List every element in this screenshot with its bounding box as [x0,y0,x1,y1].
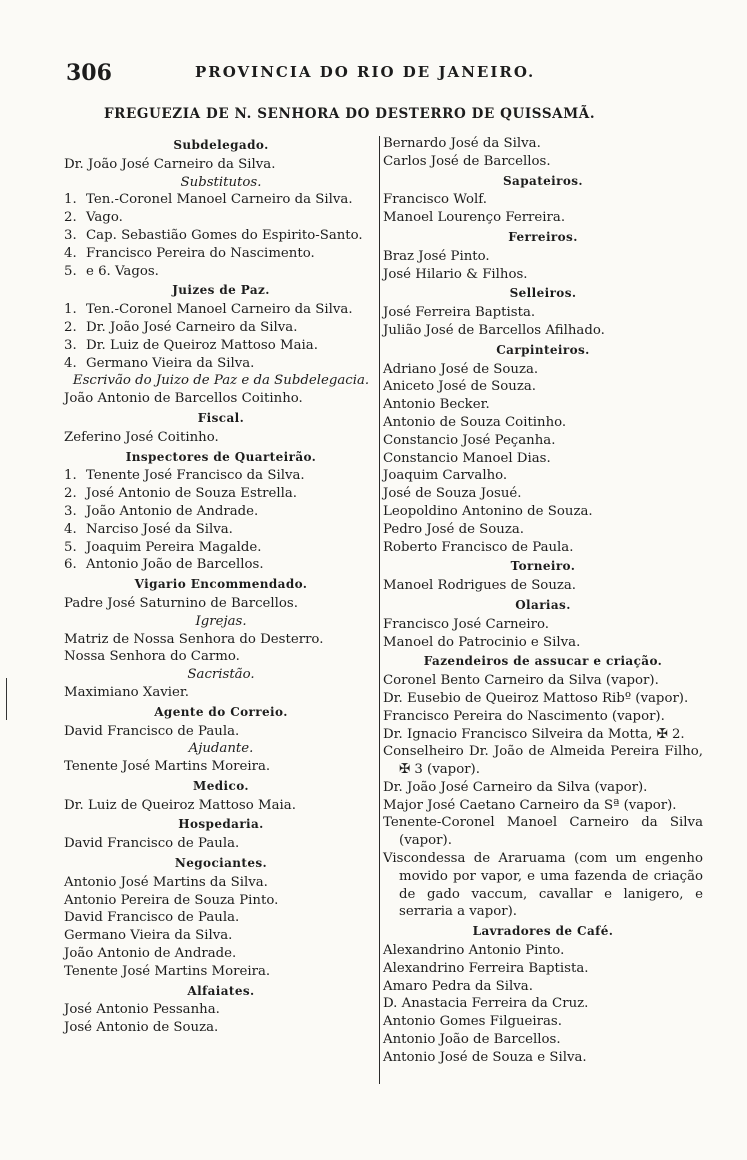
list-item: Antonio de Souza Coitinho. [383,414,567,430]
item-number: 3. [64,503,77,519]
list-item: Joaquim Carvalho. [383,468,508,484]
entry: Maximiano Xavier. [64,684,190,700]
item-text: Joaquim Pereira Magalde. [86,539,262,555]
item-text: Vago. [86,210,123,226]
item-number: 3. [64,227,77,243]
list-item [64,301,378,319]
item-number: 3. [64,337,77,353]
entry: Dr. Luiz de Queiroz Mattoso Maia. [64,797,296,813]
list-item: Nossa Senhora do Carmo. [64,649,240,665]
entry: David Francisco de Paula. [64,836,240,852]
list-item: Julião José de Barcellos Afilhado. [383,322,605,338]
margin-mark [6,678,7,720]
item-text: Francisco Pereira do Nascimento. [86,245,315,261]
list-item: Constancio Manoel Dias. [383,450,551,466]
list-item: Francisco Pereira do Nascimento (vapor). [383,708,665,724]
list-item: Matriz de Nossa Senhora do Desterro. [64,631,324,647]
list-item: José de Souza Josué. [383,486,522,502]
list-item: Antonio José Martins da Silva. [64,874,268,890]
left-column [64,135,378,1037]
section-heading: Agente do Correio. [154,704,288,719]
section-heading: Juizes de Paz. [172,283,270,298]
alfaiates-list [64,1001,378,1037]
item-text: Ten.-Coronel Manoel Carneiro da Silva. [86,302,353,318]
list-item: Manoel do Patrocinio e Silva. [383,634,581,650]
list-item [64,521,378,539]
section-subheading: Igrejas. [195,613,247,629]
olarias-list [383,616,703,652]
list-item: Germano Vieira da Silva. [64,928,233,944]
list-item [64,539,378,557]
section-heading: Alfaiates. [187,983,255,998]
entry: Tenente José Martins Moreira. [64,759,271,775]
list-item [64,467,378,485]
list-item: Alexandrino Antonio Pinto. [383,943,565,959]
item-text: Tenente José Francisco da Silva. [86,468,305,484]
section-heading: Hospedaria. [178,817,264,832]
sapateiros-list [383,191,703,227]
juizes-list [64,301,378,372]
item-number: 2. [64,486,77,502]
list-item [64,319,378,337]
list-item: Viscondessa de Araruama (com um engenho movido por vapor, e uma fazenda de criação de gado vaccum, cavallar e lanigero, e serraria a vapor). [383,851,703,920]
entry: David Francisco de Paula. [64,723,240,739]
column-divider [379,136,380,1084]
list-item [64,227,378,245]
item-text: Dr. Luiz de Queiroz Mattoso Maia. [86,337,318,353]
list-item: Antonio José de Souza e Silva. [383,1049,587,1065]
section-subheading: Sacristão. [187,667,255,683]
list-item [64,337,378,355]
inspectores-list [64,467,378,574]
list-item: David Francisco de Paula. [64,910,240,926]
section-heading: Sapateiros. [502,173,583,188]
item-number: 4. [64,245,77,261]
selleiros-list [383,304,703,340]
list-item: José Antonio Pessanha. [64,1002,220,1018]
list-item: Leopoldino Antonino de Souza. [383,503,593,519]
list-item: Dr. Eusebio de Queiroz Mattoso Ribº (vapor). [383,690,689,706]
item-number: 4. [64,355,77,371]
item-number: 1. [64,468,77,484]
section-heading: Ferreiros. [508,229,578,244]
list-item [64,355,378,373]
list-item: Major José Caetano Carneiro da Sª (vapor). [383,797,677,813]
list-item [64,503,378,521]
item-number: 4. [64,521,77,537]
section-heading: Negociantes. [174,856,268,871]
list-item [64,485,378,503]
list-item: João Antonio de Andrade. [64,946,237,962]
list-item: José Antonio de Souza. [64,1020,219,1036]
list-item: José Hilario & Filhos. [383,266,528,282]
item-number: 6. [64,557,77,573]
entry: Padre José Saturnino de Barcellos. [64,595,298,611]
item-text: José Antonio de Souza Estrella. [86,486,298,502]
list-item [64,209,378,227]
item-number: 1. [64,192,77,208]
section-heading: Vigario Encommendado. [134,577,308,592]
list-item: Antonio João de Barcellos. [383,1032,561,1048]
list-item: Coronel Bento Carneiro da Silva (vapor). [383,673,659,689]
running-head: PROVINCIA DO RIO DE JANEIRO. [195,63,536,81]
item-text: Dr. João José Carneiro da Silva. [86,319,298,335]
entry: Dr. João José Carneiro da Silva. [64,156,276,172]
section-heading: Carpinteiros. [496,342,590,357]
torneiro-list [383,577,703,595]
page-title: FREGUEZIA DE N. SENHORA DO DESTERRO DE QUISSAMÃ. [104,106,596,122]
item-number: 2. [64,210,77,226]
fazendeiros-list [383,672,703,921]
negociantes-list [64,874,378,981]
carpinteiros-list [383,361,703,557]
section-subheading: Substitutos. [180,174,262,190]
item-number: 1. [64,302,77,318]
list-item: José Ferreira Baptista. [383,305,536,321]
alfaiates-cont-list [383,135,703,171]
right-column [383,135,703,1067]
list-item: Manoel Lourenço Ferreira. [383,210,566,226]
section-heading: Selleiros. [509,286,577,301]
list-item: Francisco José Carneiro. [383,616,550,632]
list-item: Pedro José de Souza. [383,521,525,537]
section-heading: Fazendeiros de assucar e criação. [423,654,663,669]
list-item: Constancio José Peçanha. [383,432,556,448]
substitutos-list [64,191,378,280]
list-item [64,245,378,263]
list-item: Carlos José de Barcellos. [383,153,551,169]
item-text: Antonio João de Barcellos. [86,557,264,573]
igrejas-list [64,631,378,667]
list-item [64,556,378,574]
item-text: Germano Vieira da Silva. [86,355,255,371]
section-subheading: Ajudante. [188,741,254,757]
entry: João Antonio de Barcellos Coitinho. [64,391,303,407]
item-text: e 6. Vagos. [86,263,159,279]
ferreiros-list [383,248,703,284]
list-item: Francisco Wolf. [383,192,487,208]
section-heading: Olarias. [515,597,571,612]
list-item: Tenente José Martins Moreira. [64,963,271,979]
list-item: Alexandrino Ferreira Baptista. [383,960,589,976]
page-number: 306 [66,60,112,86]
section-subheading: Escrivão do Juizo de Paz e da Subdelegacia. [72,373,370,389]
item-number: 2. [64,319,77,335]
item-text: Narciso José da Silva. [86,521,233,537]
list-item: Antonio Becker. [383,397,490,413]
section-heading: Subdelegado. [173,138,269,152]
list-item: D. Anastacia Ferreira da Cruz. [383,996,589,1012]
entry: Zeferino José Coitinho. [64,429,219,445]
list-item: Bernardo José da Silva. [383,136,541,151]
list-item: Antonio Pereira de Souza Pinto. [64,892,279,908]
list-item: Adriano José de Souza. [383,361,539,377]
item-text: Ten.-Coronel Manoel Carneiro da Silva. [86,192,353,208]
lavradores-list [383,942,703,1067]
section-heading: Lavradores de Café. [472,924,614,939]
section-heading: Torneiro. [510,559,576,574]
list-item: Dr. João José Carneiro da Silva (vapor). [383,779,648,795]
item-text: Cap. Sebastião Gomes do Espirito-Santo. [86,227,363,243]
item-number: 5. [64,263,77,279]
list-item: Dr. Ignacio Francisco Silveira da Motta, ✠ 2. [383,726,685,742]
list-item [64,191,378,209]
list-item: Manoel Rodrigues de Souza. [383,578,577,594]
list-item: Tenente-Coronel Manoel Carneiro da Silva (vapor). [383,815,703,849]
list-item: Aniceto José de Souza. [383,379,537,395]
list-item [64,263,378,281]
section-heading: Medico. [193,778,249,793]
section-heading: Inspectores de Quarteirão. [125,449,317,464]
section-heading: Fiscal. [197,410,245,425]
list-item: Amaro Pedra da Silva. [383,978,533,994]
list-item: Conselheiro Dr. João de Almeida Pereira Filho, ✠ 3 (vapor). [383,744,703,778]
list-item: Roberto Francisco de Paula. [383,539,574,555]
item-number: 5. [64,539,77,555]
list-item: Braz José Pinto. [383,248,490,264]
item-text: João Antonio de Andrade. [86,503,259,519]
list-item: Antonio Gomes Filgueiras. [383,1014,562,1030]
